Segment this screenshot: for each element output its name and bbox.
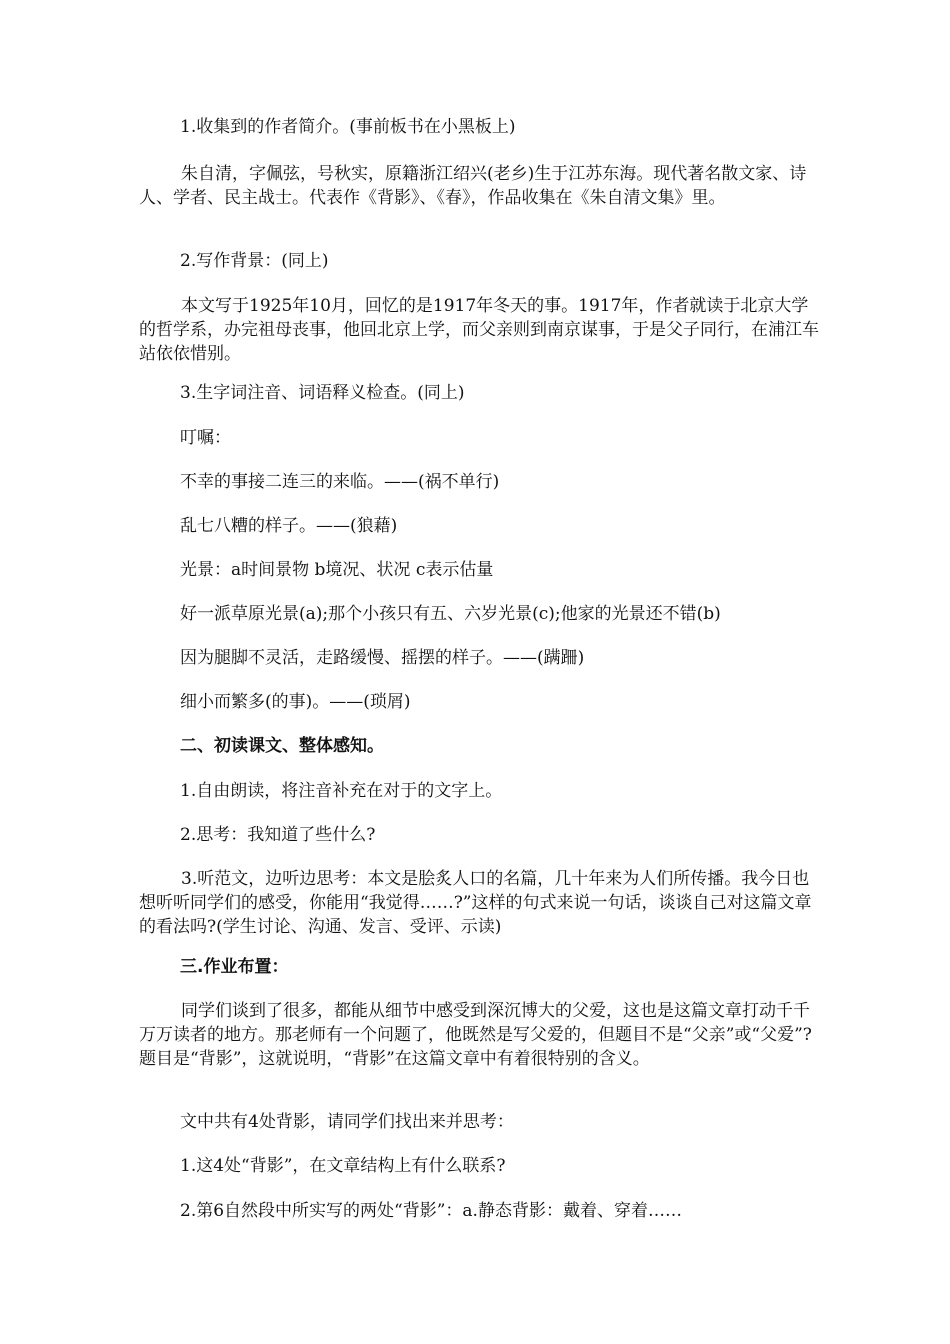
vocab-item: 不幸的事接二连三的来临。——(祸不单行) <box>180 472 500 492</box>
listening-paragraph: 3.听范文，边听边思考：本文是脍炙人口的名篇，几十年来为人们所传播。我今日也想听听同学们的感受，你能用“我觉得……?”这样的句式来说一句话，谈谈自己对这篇文章的看法吗?(学生讨论、沟通、发言、受评、示读) <box>139 869 812 937</box>
homework-paragraph: 同学们谈到了很多，都能从细节中感受到深沉博大的父爱，这也是这篇文章打动千千万万读者的地方。那老师有一个问题了，他既然是写父爱的，但题目不是“父亲”或“父爱”?题目是“背影”，这就说明，“背影”在这篇文章中有着很特别的含义。 <box>139 1001 812 1069</box>
vocab-item: 乱七八糟的样子。——(狼藉) <box>180 516 398 536</box>
homework-item: 1.这4处“背影”，在文章结构上有什么联系? <box>180 1156 506 1176</box>
reading-step: 1.自由朗读，将注音补充在对于的文字上。 <box>180 781 503 801</box>
homework-item: 文中共有4处背影，请同学们找出来并思考： <box>180 1112 514 1132</box>
vocab-item: 好一派草原光景(a);那个小孩只有五、六岁光景(c);他家的光景还不错(b) <box>180 604 721 624</box>
vocab-item: 光景：a时间景物 b境况、状况 c表示估量 <box>180 560 494 580</box>
author-intro-heading: 1.收集到的作者简介。(事前板书在小黑板上) <box>180 117 516 137</box>
author-intro-paragraph: 朱自清，字佩弦，号秋实，原籍浙江绍兴(老乡)生于江苏东海。现代著名散文家、诗人、学者、民主战士。代表作《背影》、《春》，作品收集在《朱自清文集》里。 <box>139 164 807 208</box>
background-paragraph: 本文写于1925年10月，回忆的是1917年冬天的事。1917年，作者就读于北京大学的哲学系，办完祖母丧事，他回北京上学，而父亲则到南京谋事，于是父子同行，在浦江车站依依惜别。 <box>139 296 819 364</box>
vocab-item: 叮嘱： <box>180 428 231 448</box>
homework-item: 2.第6自然段中所实写的两处“背影”：a.静态背影：戴着、穿着…… <box>180 1201 682 1221</box>
background-heading: 2.写作背景：(同上) <box>180 251 329 271</box>
section-heading-homework: 三.作业布置： <box>180 957 289 977</box>
section-heading-reading: 二、初读课文、整体感知。 <box>180 736 384 756</box>
reading-step: 2.思考：我知道了些什么? <box>180 825 376 845</box>
vocab-heading: 3.生字词注音、词语释义检查。(同上) <box>180 383 465 403</box>
vocab-item: 因为腿脚不灵活，走路缓慢、摇摆的样子。——(蹒跚) <box>180 648 585 668</box>
vocab-item: 细小而繁多(的事)。——(琐屑) <box>180 692 411 712</box>
